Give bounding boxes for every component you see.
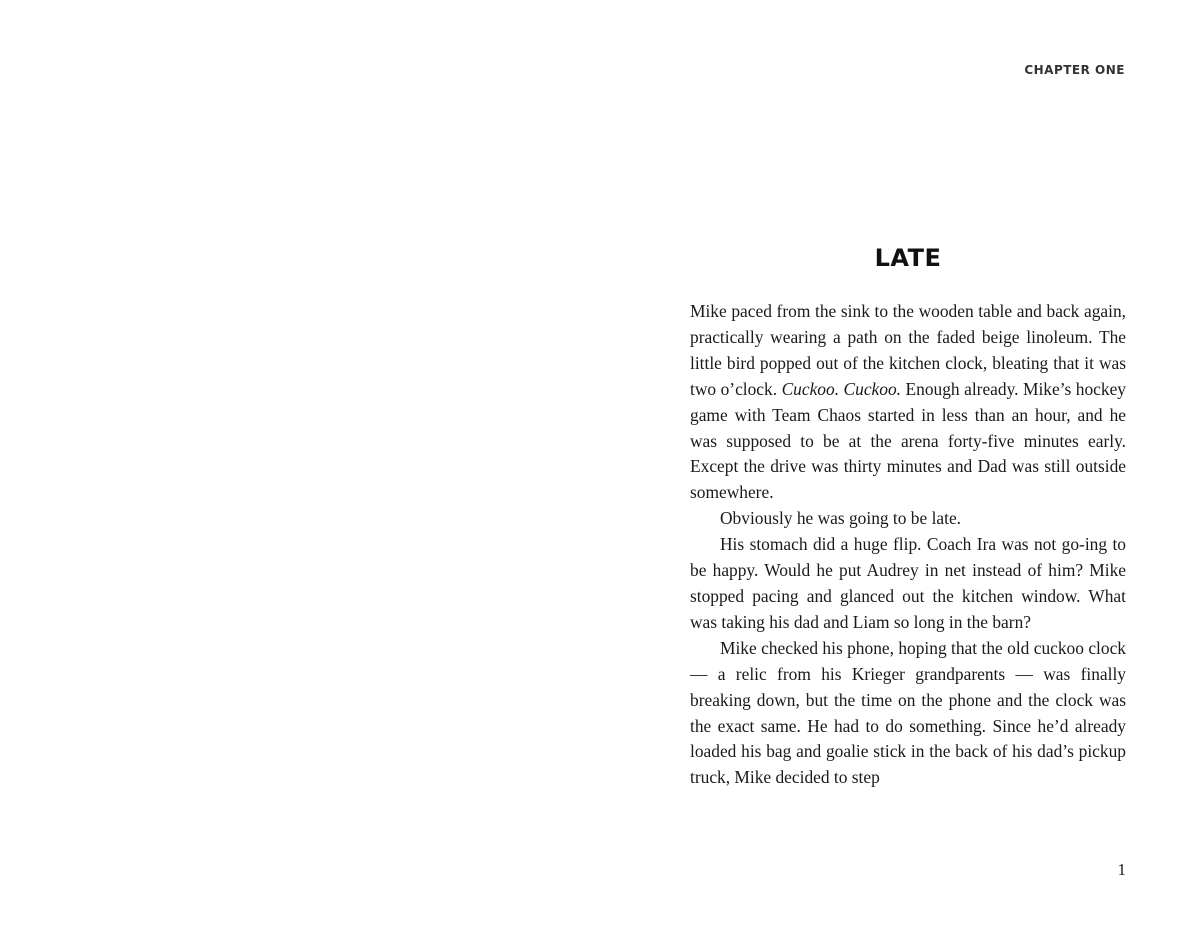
paragraph-4: Mike checked his phone, hoping that the old cuckoo clock — a relic from his Krieger grandparents — was finally breaking down, but the time on the phone and the clock was the exact same. He had to do something. Since he’d already loaded his bag and goalie stick in the back of his dad’s pickup truck, Mike decided to step	[690, 637, 1126, 788]
page-number: 1	[1117, 860, 1126, 879]
paragraph-1-emphasis: Cuckoo. Cuckoo.	[781, 378, 902, 399]
chapter-title: LATE	[874, 244, 942, 272]
paragraph-1	[690, 299, 1126, 506]
paragraph-2: Obviously he was going to be late.	[720, 508, 962, 529]
right-page	[600, 0, 1200, 930]
running-head: CHAPTER ONE	[1024, 63, 1125, 77]
paragraph-3: His stomach did a huge flip. Coach Ira was not go-ing to be happy. Would he put Audrey in net instead of him? Mike stopped pacing and glanced out the kitchen window. What was taking his dad and Liam so long in the barn?	[690, 534, 1126, 632]
paragraph-1-text-start: Mike paced from the sink to the wooden table and back again, practically wearing a path on the faded beige linoleum. The little bird popped out of the kitchen clock, bleating that it was two o’clock.	[690, 301, 1126, 399]
body-text	[690, 299, 1126, 791]
paragraph-1-text-end: Enough already. Mike’s hockey game with Team Chaos started in less than an hour, and he was supposed to be at the arena forty-five minutes early. Except the drive was thirty minutes and Dad was still outside somewhere.	[690, 378, 1127, 503]
